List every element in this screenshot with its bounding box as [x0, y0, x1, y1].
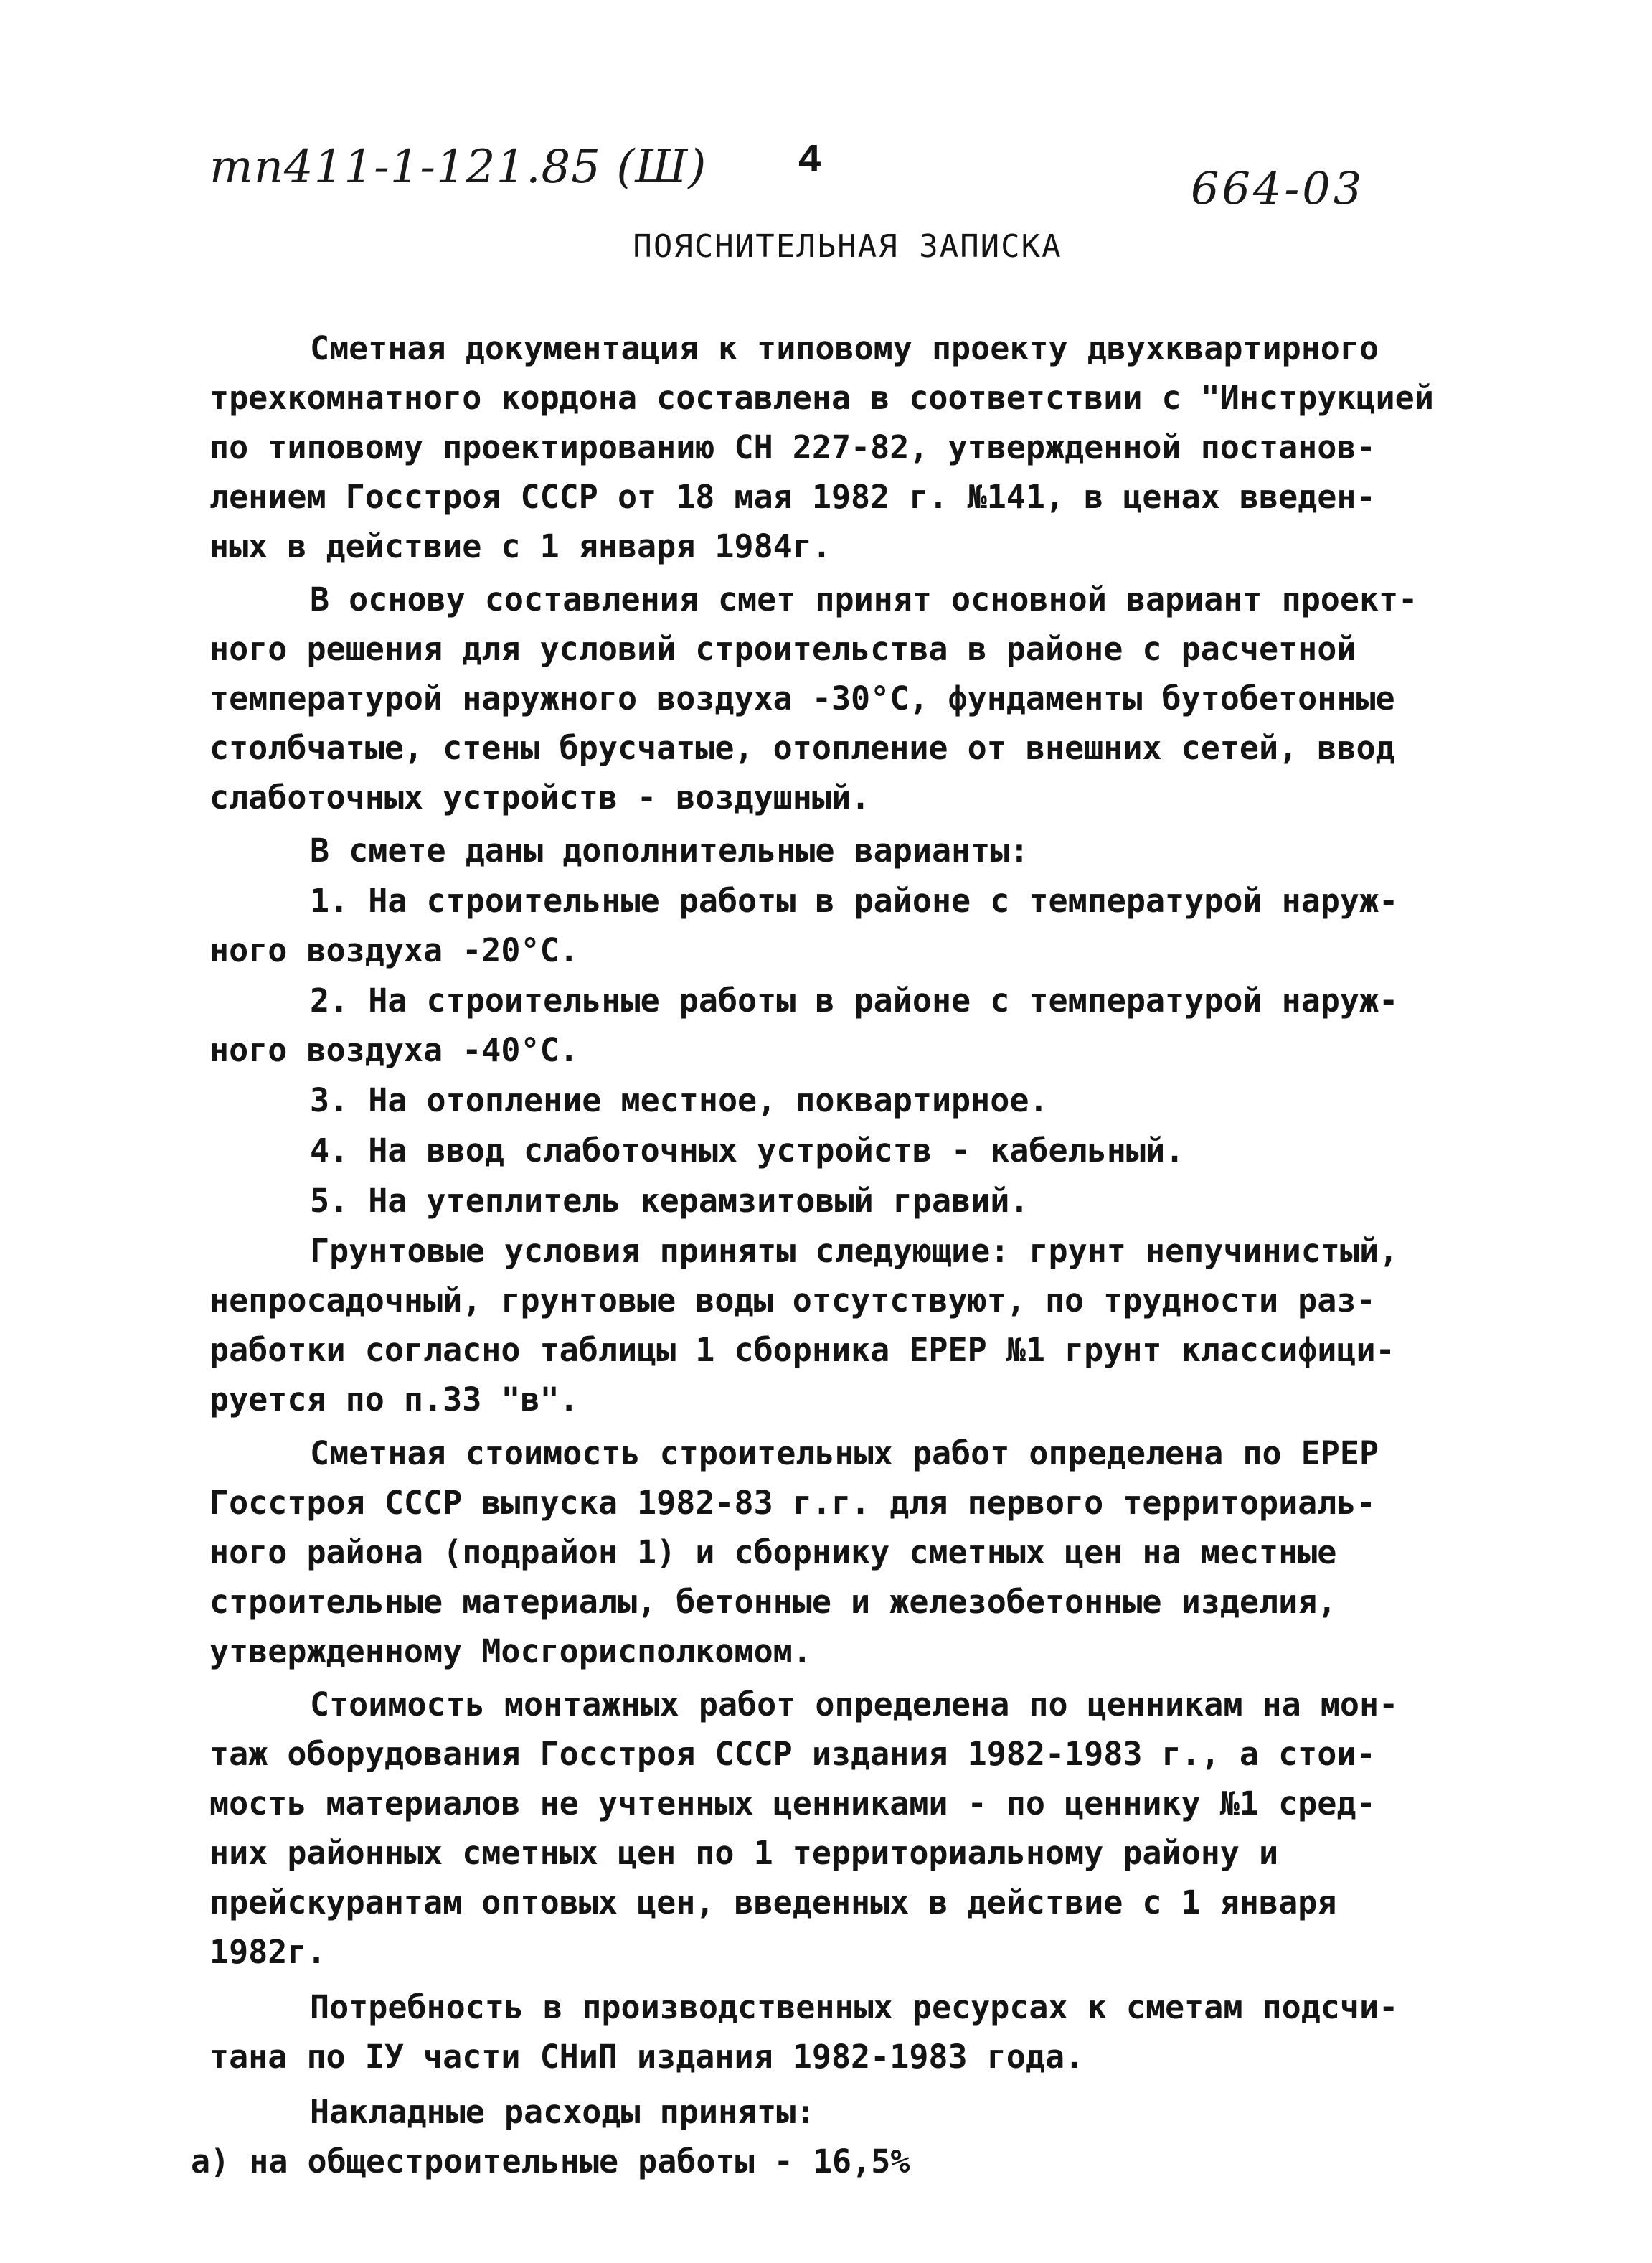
text-line: 1982г.	[209, 1933, 326, 1971]
text-line: работки согласно таблицы 1 сборника ЕРЕР №1 грунт классифици-	[209, 1331, 1395, 1369]
list-item: 1. На строительные работы в районе с температурой наруж-	[310, 882, 1399, 920]
text-line: прейскурантам оптовых цен, введенных в действие с 1 января	[209, 1883, 1337, 1921]
document-title: ПОЯСНИТЕЛЬНАЯ ЗАПИСКА	[633, 228, 1062, 265]
text-line: лением Госстроя СССР от 18 мая 1982 г. №141, в ценах введен-	[209, 478, 1376, 516]
text-line: слаботочных устройств - воздушный.	[209, 778, 871, 817]
text-line: Грунтовые условия приняты следующие: грунт непучинистый,	[310, 1232, 1399, 1270]
text-line: ного воздуха -20°С.	[209, 931, 579, 969]
text-line: непросадочный, грунтовые воды отсутствуют, по трудности раз-	[209, 1281, 1376, 1319]
text-line: Потребность в производственных ресурсах к сметам подсчи-	[310, 1988, 1399, 2026]
text-line: руется по п.33 "в".	[209, 1380, 579, 1419]
text-line: мость материалов не учтенных ценниками - по ценнику №1 сред-	[209, 1784, 1376, 1822]
sheet-code: 664-03	[1191, 162, 1365, 215]
text-line: ного воздуха -40°С.	[209, 1031, 579, 1069]
text-line: ного решения для условий строительства в районе с расчетной	[209, 630, 1356, 668]
document-code: тп411-1-121.85 (Ш)	[209, 141, 707, 194]
text-line: столбчатые, стены брусчатые, отопление от внешних сетей, ввод	[209, 729, 1395, 767]
list-item: 4. На ввод слаботочных устройств - кабельный.	[310, 1132, 1185, 1170]
text-line: Сметная стоимость строительных работ определена по ЕРЕР	[310, 1434, 1379, 1472]
text-line: ного района (подрайон 1) и сборнику сметных цен на местные	[209, 1533, 1337, 1571]
text-line: В основу составления смет принят основной вариант проект-	[310, 580, 1418, 618]
list-item: 2. На строительные работы в районе с температурой наруж-	[310, 982, 1399, 1020]
text-line: таж оборудования Госстроя СССР издания 1982-1983 г., а стои-	[209, 1735, 1376, 1773]
text-line: них районных сметных цен по 1 территориальному району и	[209, 1834, 1279, 1872]
list-item: а) на общестроительные работы - 16,5%	[191, 2142, 910, 2180]
page-number: 4	[798, 138, 822, 184]
text-line: В смете даны дополнительные варианты:	[310, 832, 1029, 870]
text-line: по типовому проектированию СН 227-82, утвержденной постанов-	[209, 428, 1376, 466]
text-line: трехкомнатного кордона составлена в соответствии с "Инструкцией	[209, 379, 1434, 417]
list-item: 5. На утеплитель керамзитовый гравий.	[310, 1182, 1029, 1220]
text-line: Стоимость монтажных работ определена по ценникам на мон-	[310, 1685, 1399, 1723]
text-line: утвержденному Мосгорисполкомом.	[209, 1632, 812, 1670]
text-line: Накладные расходы приняты:	[310, 2093, 816, 2131]
text-line: строительные материалы, бетонные и железобетонные изделия,	[209, 1583, 1337, 1621]
text-line: Сметная документация к типовому проекту двухквартирного	[310, 329, 1379, 367]
text-line: Госстроя СССР выпуска 1982-83 г.г. для первого территориаль-	[209, 1484, 1376, 1522]
text-line: температурой наружного воздуха -30°С, фундаменты бутобетонные	[209, 679, 1395, 718]
list-item: 3. На отопление местное, поквартирное.	[310, 1081, 1049, 1119]
text-line: тана по IУ части СНиП издания 1982-1983 года.	[209, 2038, 1085, 2076]
text-line: ных в действие с 1 января 1984г.	[209, 527, 831, 565]
